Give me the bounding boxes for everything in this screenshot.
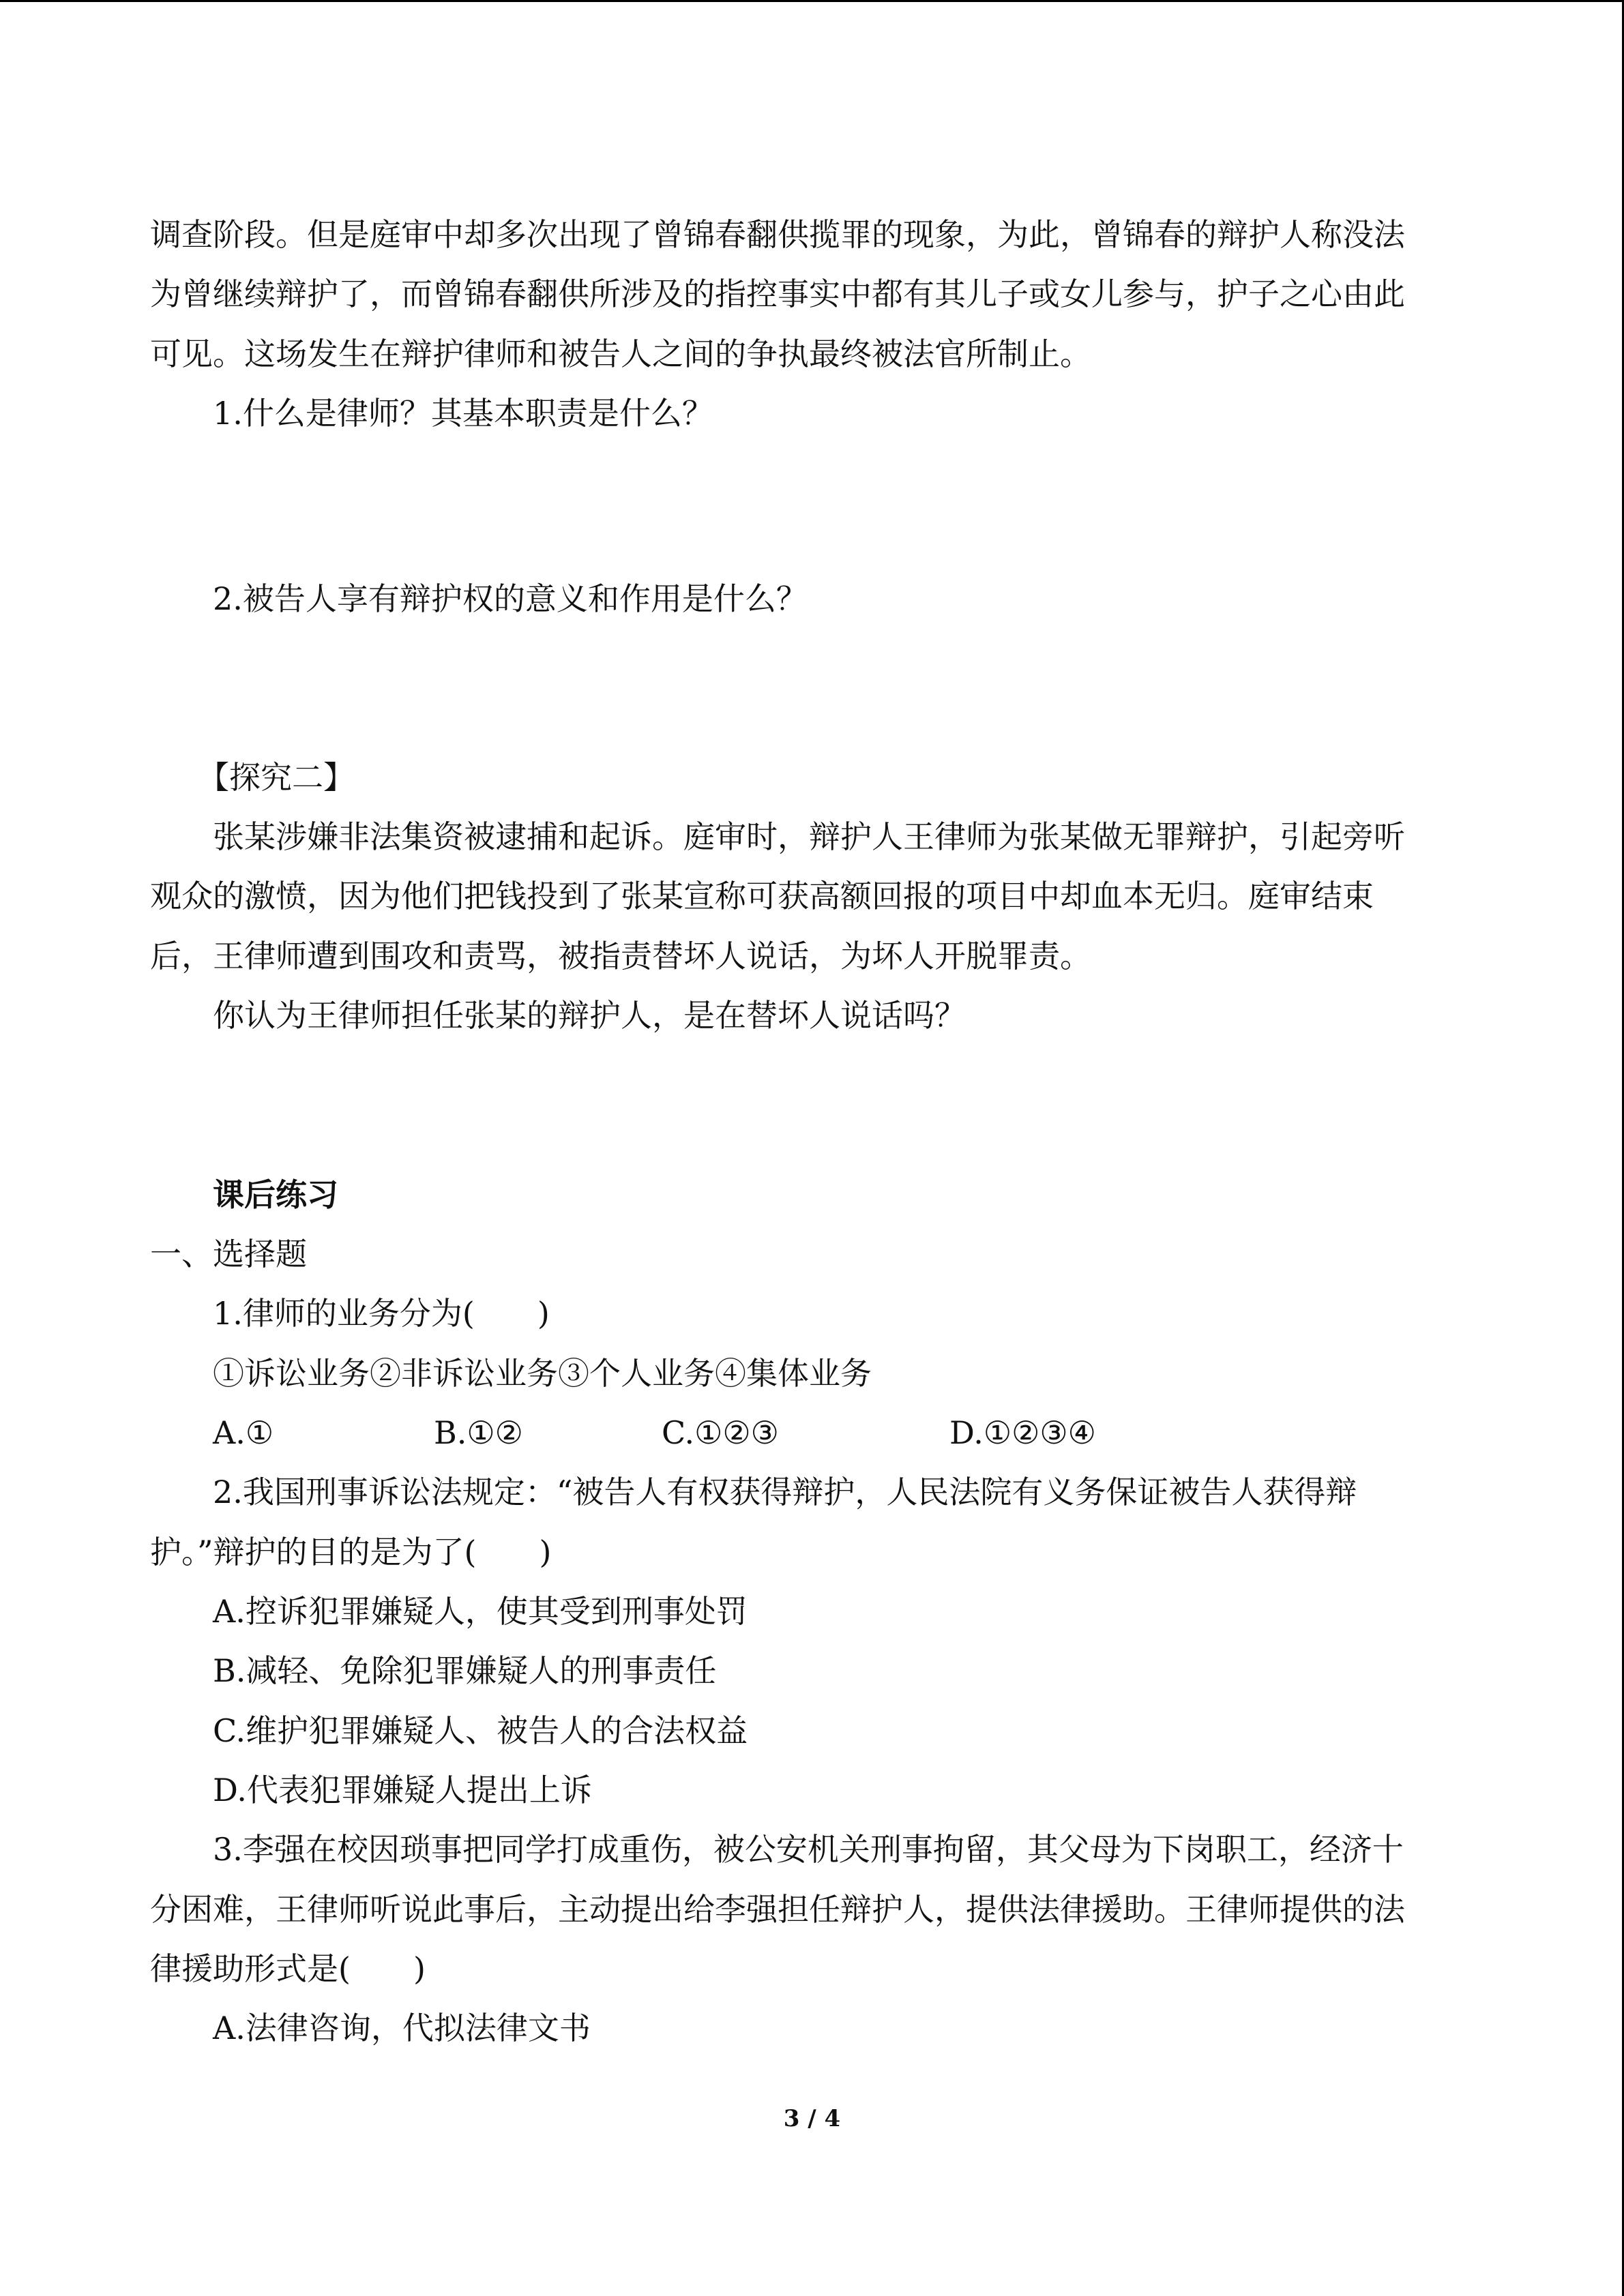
case-text-line-1: 调查阶段。但是庭审中却多次出现了曾锦春翻供揽罪的现象，为此，曾锦春的辩护人称没法 xyxy=(150,216,1405,253)
mc3-stem-line-1: 3.李强在校因琐事把同学打成重伤，被公安机关刑事拘留，其父母为下岗职工，经济十 xyxy=(213,1831,1404,1868)
case-text-line-3: 可见。这场发生在辩护律师和被告人之间的争执最终被法官所制止。 xyxy=(150,336,1091,372)
explore-2-paragraph-line-3: 后，王律师遭到围攻和责骂，被指责替坏人说话，为坏人开脱罪责。 xyxy=(150,938,1091,974)
mc1-option-b: B.①② xyxy=(434,1414,523,1451)
mc1-option-a: A.① xyxy=(213,1414,274,1451)
mc2-stem-line-2: 护。”辩护的目的是为了( ) xyxy=(150,1534,552,1570)
case-text-line-2: 为曾继续辩护了，而曾锦春翻供所涉及的指控事实中都有其儿子或女儿参与，护子之心由此 xyxy=(150,275,1405,312)
mc2-option-a: A.控诉犯罪嫌疑人，使其受到刑事处罚 xyxy=(213,1593,748,1630)
question-1: 1.什么是律师？其基本职责是什么？ xyxy=(213,395,713,432)
explore-2-paragraph-line-2: 观众的激愤，因为他们把钱投到了张某宣称可获高额回报的项目中却血本无归。庭审结束 xyxy=(150,878,1374,914)
mc2-option-b: B.减轻、免除犯罪嫌疑人的刑事责任 xyxy=(213,1652,717,1689)
mc2-stem-line-1: 2.我国刑事诉讼法规定：“被告人有权获得辩护，人民法院有义务保证被告人获得辩 xyxy=(213,1474,1357,1510)
explore-2-heading: 【探究二】 xyxy=(198,759,355,796)
mc1-option-d: D.①②③④ xyxy=(949,1414,1096,1451)
explore-2-paragraph-line-1: 张某涉嫌非法集资被逮捕和起诉。庭审时，辩护人王律师为张某做无罪辩护，引起旁听 xyxy=(213,818,1405,855)
page-border-top xyxy=(0,0,1624,2)
mc1-items: ①诉讼业务②非诉讼业务③个人业务④集体业务 xyxy=(213,1355,872,1392)
question-2: 2.被告人享有辩护权的意义和作用是什么？ xyxy=(213,580,808,617)
mc1-option-c: C.①②③ xyxy=(662,1414,779,1451)
mc3-option-a: A.法律咨询，代拟法律文书 xyxy=(213,2010,591,2046)
mc2-option-d: D.代表犯罪嫌疑人提出上诉 xyxy=(213,1772,592,1808)
section-multiple-choice: 一、选择题 xyxy=(150,1236,307,1272)
mc2-option-c: C.维护犯罪嫌疑人、被告人的合法权益 xyxy=(213,1712,748,1749)
mc3-stem-line-3: 律援助形式是( ) xyxy=(150,1950,426,1987)
explore-2-question: 你认为王律师担任张某的辩护人，是在替坏人说话吗？ xyxy=(213,997,966,1034)
mc3-stem-line-2: 分困难，王律师听说此事后，主动提出给李强担任辩护人，提供法律援助。王律师提供的法 xyxy=(150,1891,1405,1928)
page-number: 3 / 4 xyxy=(783,2105,841,2132)
exercise-title: 课后练习 xyxy=(213,1176,338,1213)
mc1-stem: 1.律师的业务分为( ) xyxy=(213,1295,550,1332)
